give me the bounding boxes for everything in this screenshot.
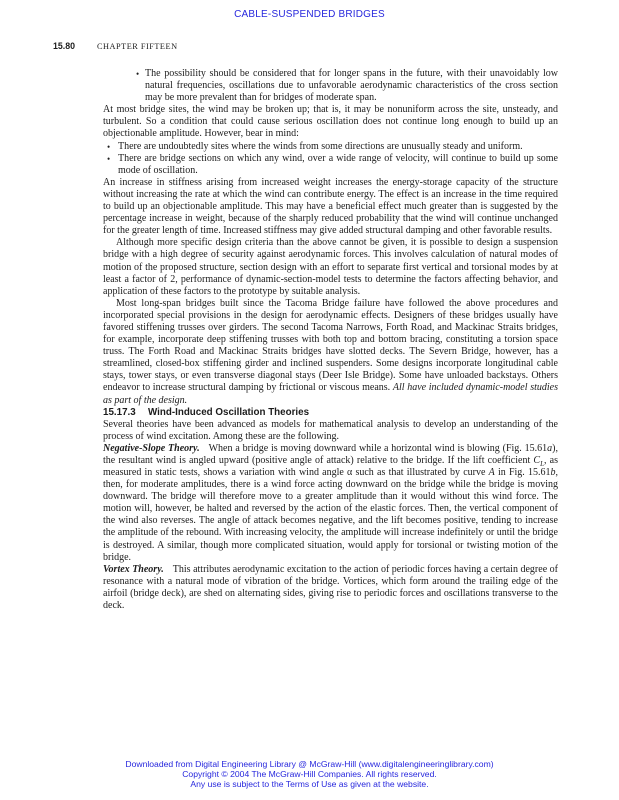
paragraph-stiffness: An increase in stiffness arising from increased weight increases the energy-storage capacity of the structure without increasing the rate at which the wind can contribute energy. The effect is an increase in the time required to build up an objectionable amplitude. This may have a beneficial effect much greater than is suggested by the percentage increase in weight, because of the sharply reduced probability that the wind will continue unchanged for the greater length of time. Increased stiffness may give added structural damping and other favorable results. bbox=[103, 176, 558, 237]
section-number: 15.17.3 bbox=[103, 406, 136, 418]
runin-heading-vortex: Vortex Theory. bbox=[103, 563, 164, 575]
paragraph-negative-slope-theory: Negative-Slope Theory. When a bridge is moving downward while a horizontal wind is blowing (Fig. 15.61a), the resultant wind is angled upward (positive angle of attack) relative to the bridge. If the lift coefficient $C_L$, as measured in static tests, shows a variation with wind angle α such as that illustrated by curve A in Fig. 15.61b, then, for moderate amplitudes, there is a wind force acting downward on the bridge while the bridge is moving downward. The bridge will therefore move to a greater amplitude than it would without this wind force. The motion will, however, be halted and reversed by the action of the elastic forces. Then, the vertical component of the wind also reverses. The angle of attack becomes negative, and the lift becomes positive, tending to increase the amplitude of the rebound. With increasing velocity, the amplitude will increase indefinitely or until the bridge is destroyed. A similar, though more complicated situation, would apply for torsional or twisting motion of the bridge. bbox=[103, 442, 558, 563]
bullet-text: The possibility should be considered that for longer spans in the future, with their unavoidably low natural frequencies, oscillations due to unfavorable aerodynamic characteristics of the cross section may be more prevalent than for bridges of moderate span. bbox=[145, 68, 558, 104]
bullet-icon: • bbox=[107, 153, 111, 164]
lift-coefficient-subscript: L bbox=[540, 459, 544, 468]
runin-heading-negative-slope: Negative-Slope Theory. bbox=[103, 442, 200, 454]
bullet-item-steady-sites bbox=[103, 141, 558, 153]
bullet-icon: • bbox=[107, 141, 111, 152]
lift-coefficient-symbol: C bbox=[533, 454, 541, 466]
paragraph-wind-breakup: At most bridge sites, the wind may be broken up; that is, it may be nonuniform across the site, unsteady, and turbulent. So a condition that could cause serious oscillation does not continue long enough to build up an objectionable amplitude. However, bear in mind: bbox=[103, 104, 558, 140]
chapter-title: CHAPTER FIFTEEN bbox=[97, 42, 178, 51]
footer-line-download: Downloaded from Digital Engineering Library @ McGraw-Hill (www.digitalengineeringlibrary.com) bbox=[125, 759, 494, 769]
bullet-icon: • bbox=[136, 69, 140, 79]
paragraph-theories-intro: Several theories have been advanced as models for mathematical analysis to develop an understanding of the process of wind excitation. Among these are the following. bbox=[103, 418, 558, 442]
page-header bbox=[53, 41, 178, 51]
page-number: 15.80 bbox=[53, 41, 76, 51]
body-column bbox=[103, 68, 558, 612]
section-title: Wind-Induced Oscillation Theories bbox=[148, 406, 310, 418]
bullet-text: There are bridge sections on which any wind, over a wide range of velocity, will continue to build up some mode of oscillation. bbox=[118, 152, 558, 176]
paragraph-long-span-bridges: Most long-span bridges built since the Tacoma Bridge failure have followed the above procedures and incorporated special provisions in the design for aerodynamic effects. Designers of these bridges usually have favored stiffening trusses over girders. The second Tacoma Narrows, Forth Road, and Mackinac Straits bridges, for example, incorporate deep stiffening trusses with both top and bottom bracing, constituting a torsion space truss. The Forth Road and Mackinac Straits bridges have slotted decks. The Severn Bridge, however, has a streamlined, closed-box stiffening girder and inclined suspenders. Some designs incorporate longitudinal cable stays, tower stays, or even transverse diagonal stays (Deer Isle Bridge). Some have unloaded backstays. Others endeavor to increase structural damping by frictional or viscous means. All have included dynamic-model studies as part of the design. bbox=[103, 297, 558, 406]
footer-line-terms: Any use is subject to the Terms of Use as given at the website. bbox=[190, 778, 429, 789]
paragraph-vortex-theory: Vortex Theory. This attributes aerodynamic excitation to the action of periodic forces having a certain degree of resonance with a natural mode of vibration of the bridge. Vortices, which form around the trailing edge of the airfoil (bridge deck), are shed on alternating sides, giving rise to periodic forces and oscillations transverse to the deck. bbox=[103, 563, 558, 612]
bullet-text: There are undoubtedly sites where the winds from some directions are unusually steady and uniform. bbox=[118, 140, 523, 152]
footer-line-copyright: Copyright © 2004 The McGraw-Hill Companies. All rights reserved. bbox=[182, 768, 437, 779]
bullet-item-future-spans bbox=[103, 68, 558, 104]
paragraph-design-criteria: Although more specific design criteria than the above cannot be given, it is possible to design a suspension bridge with a high degree of security against aerodynamic forces. This involves calculation of natural modes of motion of the proposed structure, section design with an effort to separate first vertical and torsional modes by at least a factor of 2, performance of dynamic-section-model tests to determine the factors affecting behavior, and application of these factors to the prototype by suitable analysis. bbox=[103, 237, 558, 297]
italic-note: All have included dynamic-model studies as part of the design. bbox=[103, 382, 558, 406]
page-footer bbox=[0, 760, 619, 789]
bullet-item-bridge-sections bbox=[103, 153, 558, 177]
running-header: CABLE-SUSPENDED BRIDGES bbox=[234, 9, 385, 20]
section-heading bbox=[103, 407, 558, 419]
